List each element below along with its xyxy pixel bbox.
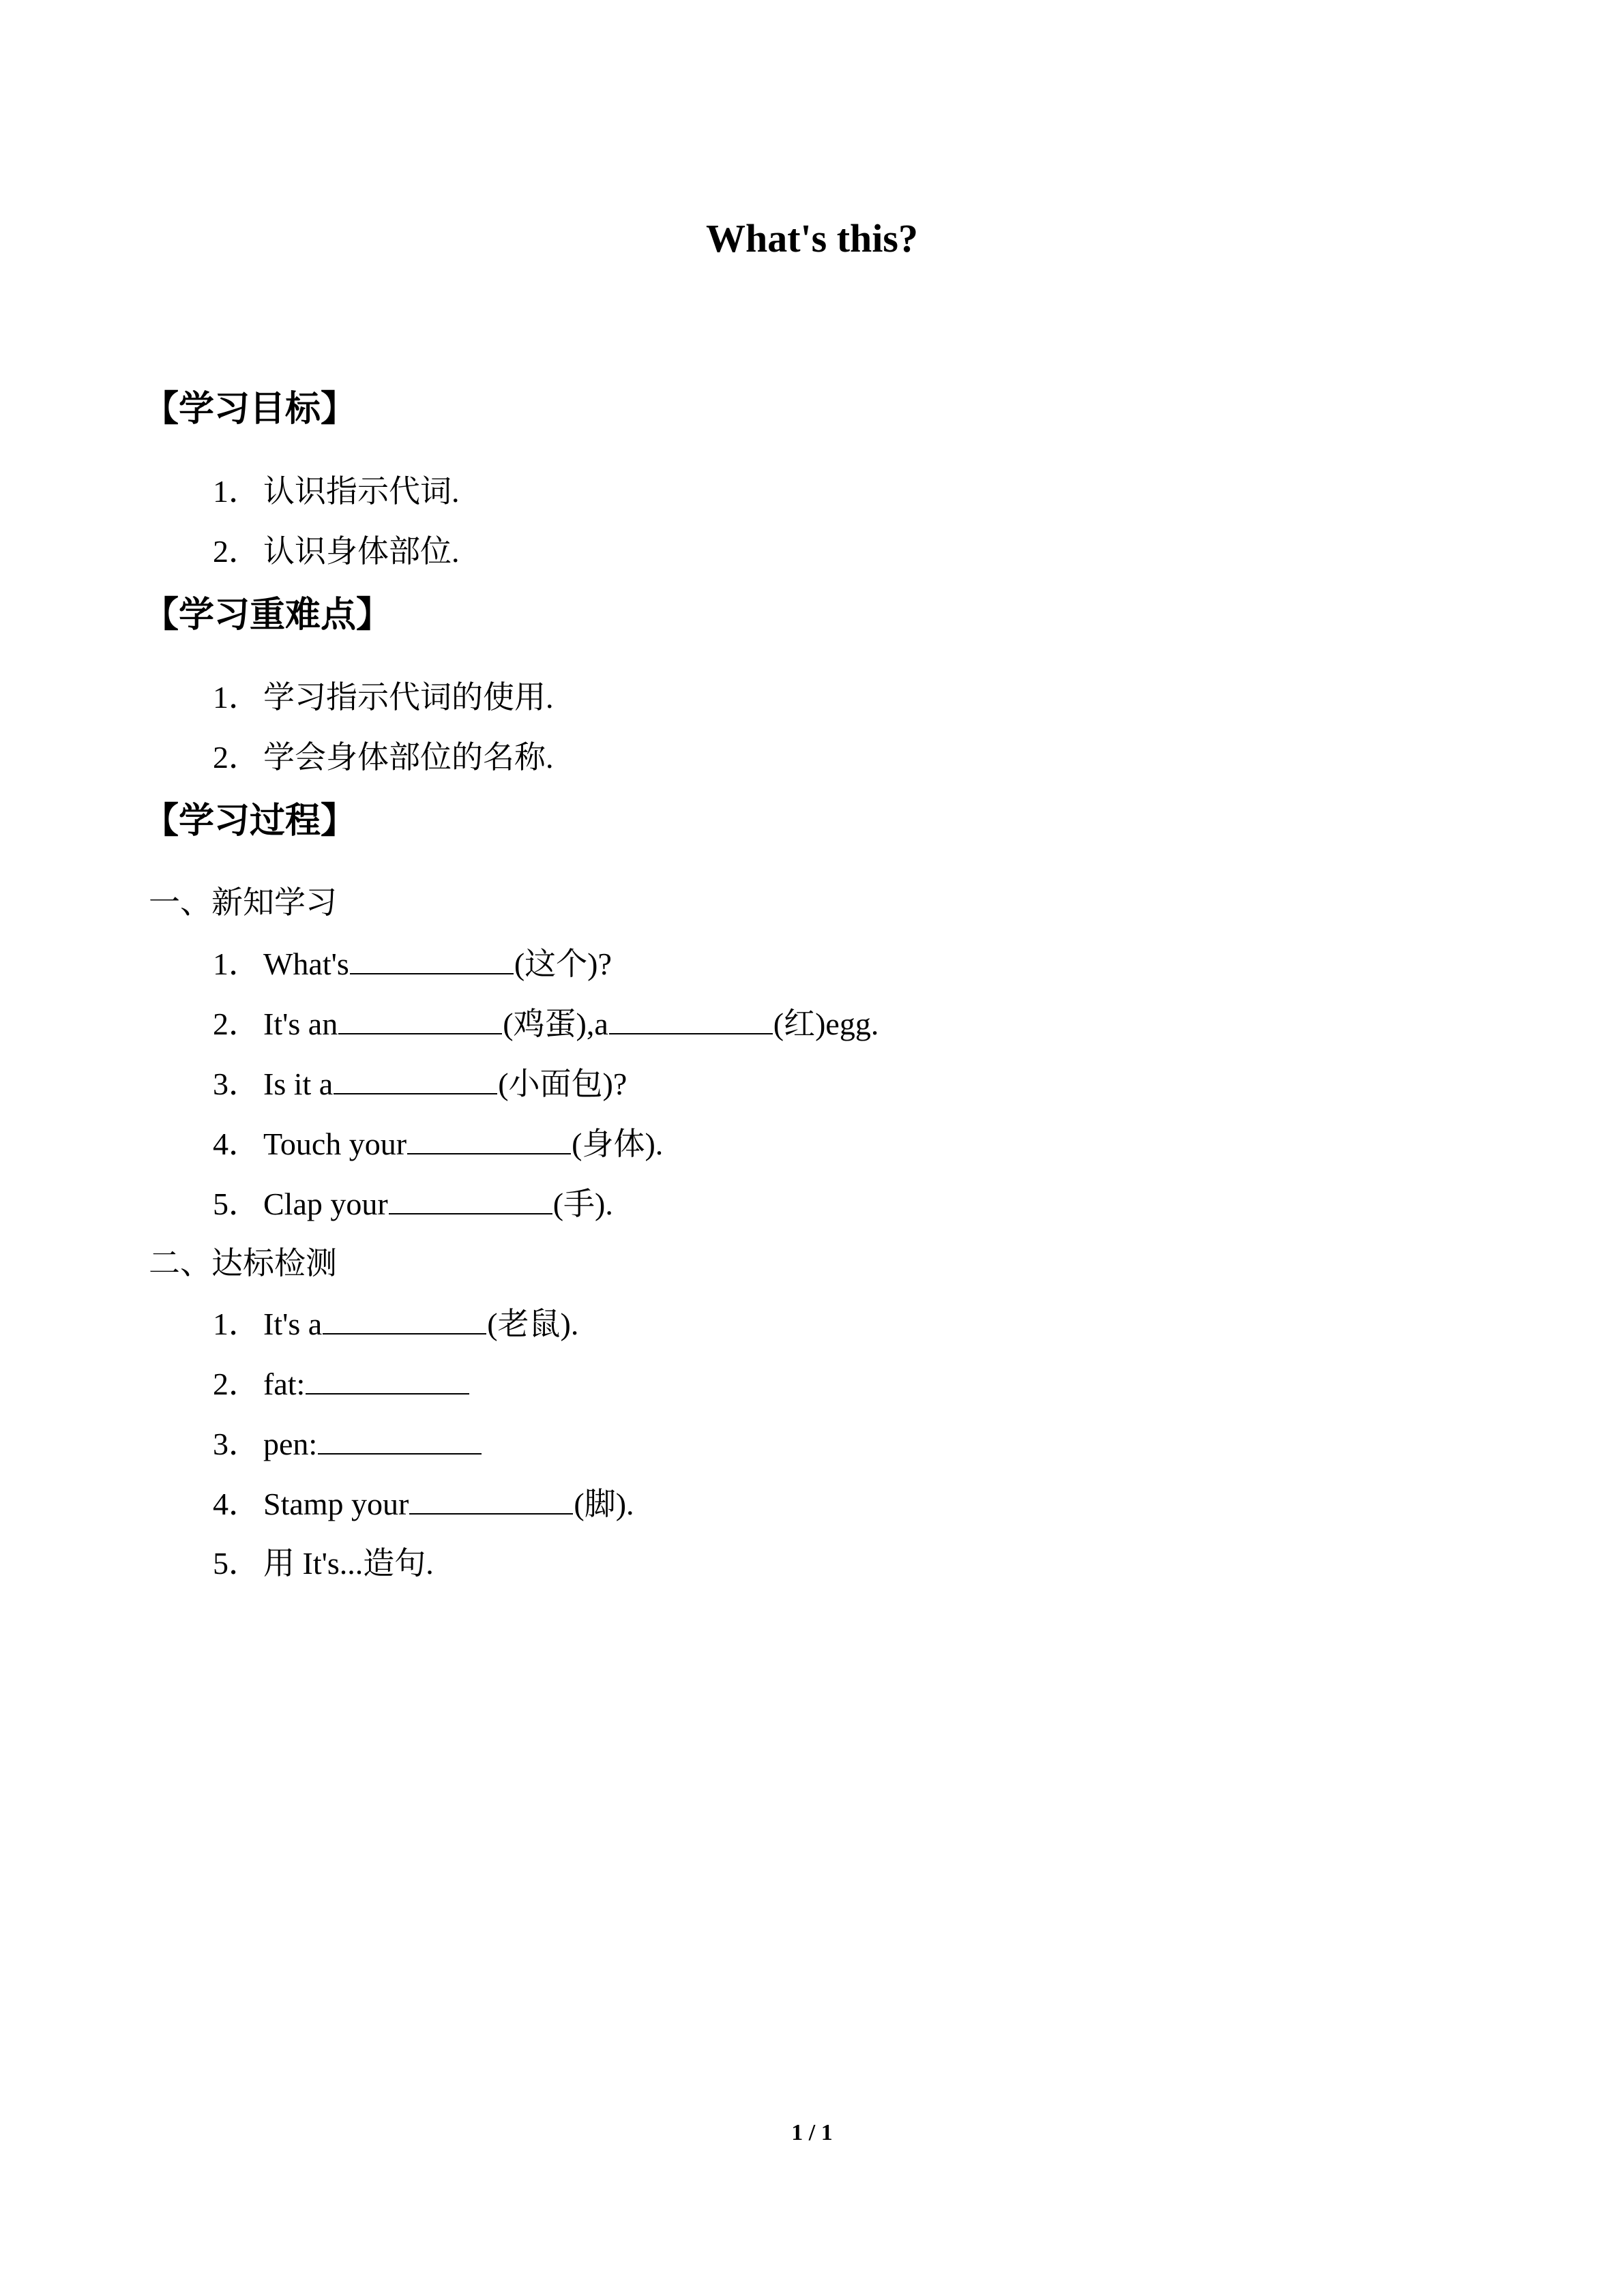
exercise-item	[213, 1423, 482, 1465]
item-hint: (身体).	[572, 1127, 664, 1161]
item-text: 用 It's...造句.	[263, 1546, 434, 1581]
item-text: Touch your	[263, 1127, 407, 1161]
sub-heading-new-knowledge: 一、新知学习	[149, 885, 337, 920]
item-number: 1．	[213, 946, 260, 981]
page-number: 1 / 1	[791, 2120, 833, 2145]
fill-in-blank[interactable]	[350, 943, 514, 974]
item-text: Stamp your	[263, 1487, 409, 1521]
section-heading-goals: 【学习目标】	[143, 389, 357, 430]
item-hint: (鸡蛋),a	[503, 1007, 608, 1041]
item-text: 学会身体部位的名称.	[263, 740, 554, 775]
item-text: 认识身体部位.	[263, 534, 460, 569]
exercise-item	[213, 1063, 627, 1105]
item-number: 3．	[213, 1427, 260, 1461]
item-text: 学习指示代词的使用.	[263, 680, 554, 715]
item-number: 2．	[213, 1007, 260, 1041]
exercise-item	[213, 943, 612, 985]
list-item	[213, 471, 460, 512]
item-text: What's	[263, 946, 349, 981]
page-title: What's this?	[705, 216, 918, 260]
item-hint: (老鼠).	[487, 1307, 579, 1341]
item-number: 1．	[213, 474, 260, 509]
item-text: fat:	[263, 1367, 306, 1401]
item-number: 4．	[213, 1127, 260, 1161]
exercise-item	[213, 1363, 470, 1405]
section-heading-keypoints: 【学习重难点】	[143, 595, 392, 636]
item-hint: (脚).	[574, 1487, 634, 1521]
fill-in-blank[interactable]	[407, 1123, 571, 1154]
item-hint: (这个)?	[514, 946, 612, 981]
section-heading-process: 【学习过程】	[143, 801, 357, 841]
fill-in-blank[interactable]	[338, 1003, 502, 1034]
item-hint: (小面包)?	[498, 1067, 628, 1101]
exercise-item	[213, 1303, 578, 1345]
item-text: pen:	[263, 1427, 318, 1461]
item-text: Is it a	[263, 1067, 334, 1101]
item-number: 2．	[213, 740, 260, 775]
list-item	[213, 737, 554, 778]
item-text: Clap your	[263, 1187, 388, 1221]
item-hint: (红)egg.	[773, 1007, 879, 1041]
fill-in-blank[interactable]	[318, 1423, 482, 1455]
list-item	[213, 677, 554, 718]
list-item	[213, 531, 460, 572]
item-number: 2．	[213, 1367, 260, 1401]
fill-in-blank[interactable]	[323, 1303, 486, 1335]
item-text: 认识指示代词.	[263, 474, 460, 509]
fill-in-blank[interactable]	[409, 1483, 573, 1515]
exercise-item	[213, 1483, 634, 1525]
item-number: 4．	[213, 1487, 260, 1521]
item-number: 1．	[213, 680, 260, 715]
exercise-item	[213, 1543, 434, 1584]
fill-in-blank[interactable]	[306, 1363, 469, 1395]
fill-in-blank[interactable]	[609, 1003, 773, 1034]
item-text: It's a	[263, 1307, 323, 1341]
item-hint: (手).	[552, 1187, 613, 1221]
fill-in-blank[interactable]	[389, 1183, 552, 1214]
exercise-item	[213, 1123, 663, 1165]
item-text: It's an	[263, 1007, 338, 1041]
sub-heading-assessment: 二、达标检测	[149, 1246, 337, 1281]
item-number: 3．	[213, 1067, 260, 1101]
item-number: 5．	[213, 1546, 260, 1581]
item-number: 5．	[213, 1187, 260, 1221]
item-number: 1．	[213, 1307, 260, 1341]
exercise-item	[213, 1003, 879, 1045]
item-number: 2．	[213, 534, 260, 569]
exercise-item	[213, 1183, 613, 1225]
fill-in-blank[interactable]	[334, 1063, 497, 1094]
